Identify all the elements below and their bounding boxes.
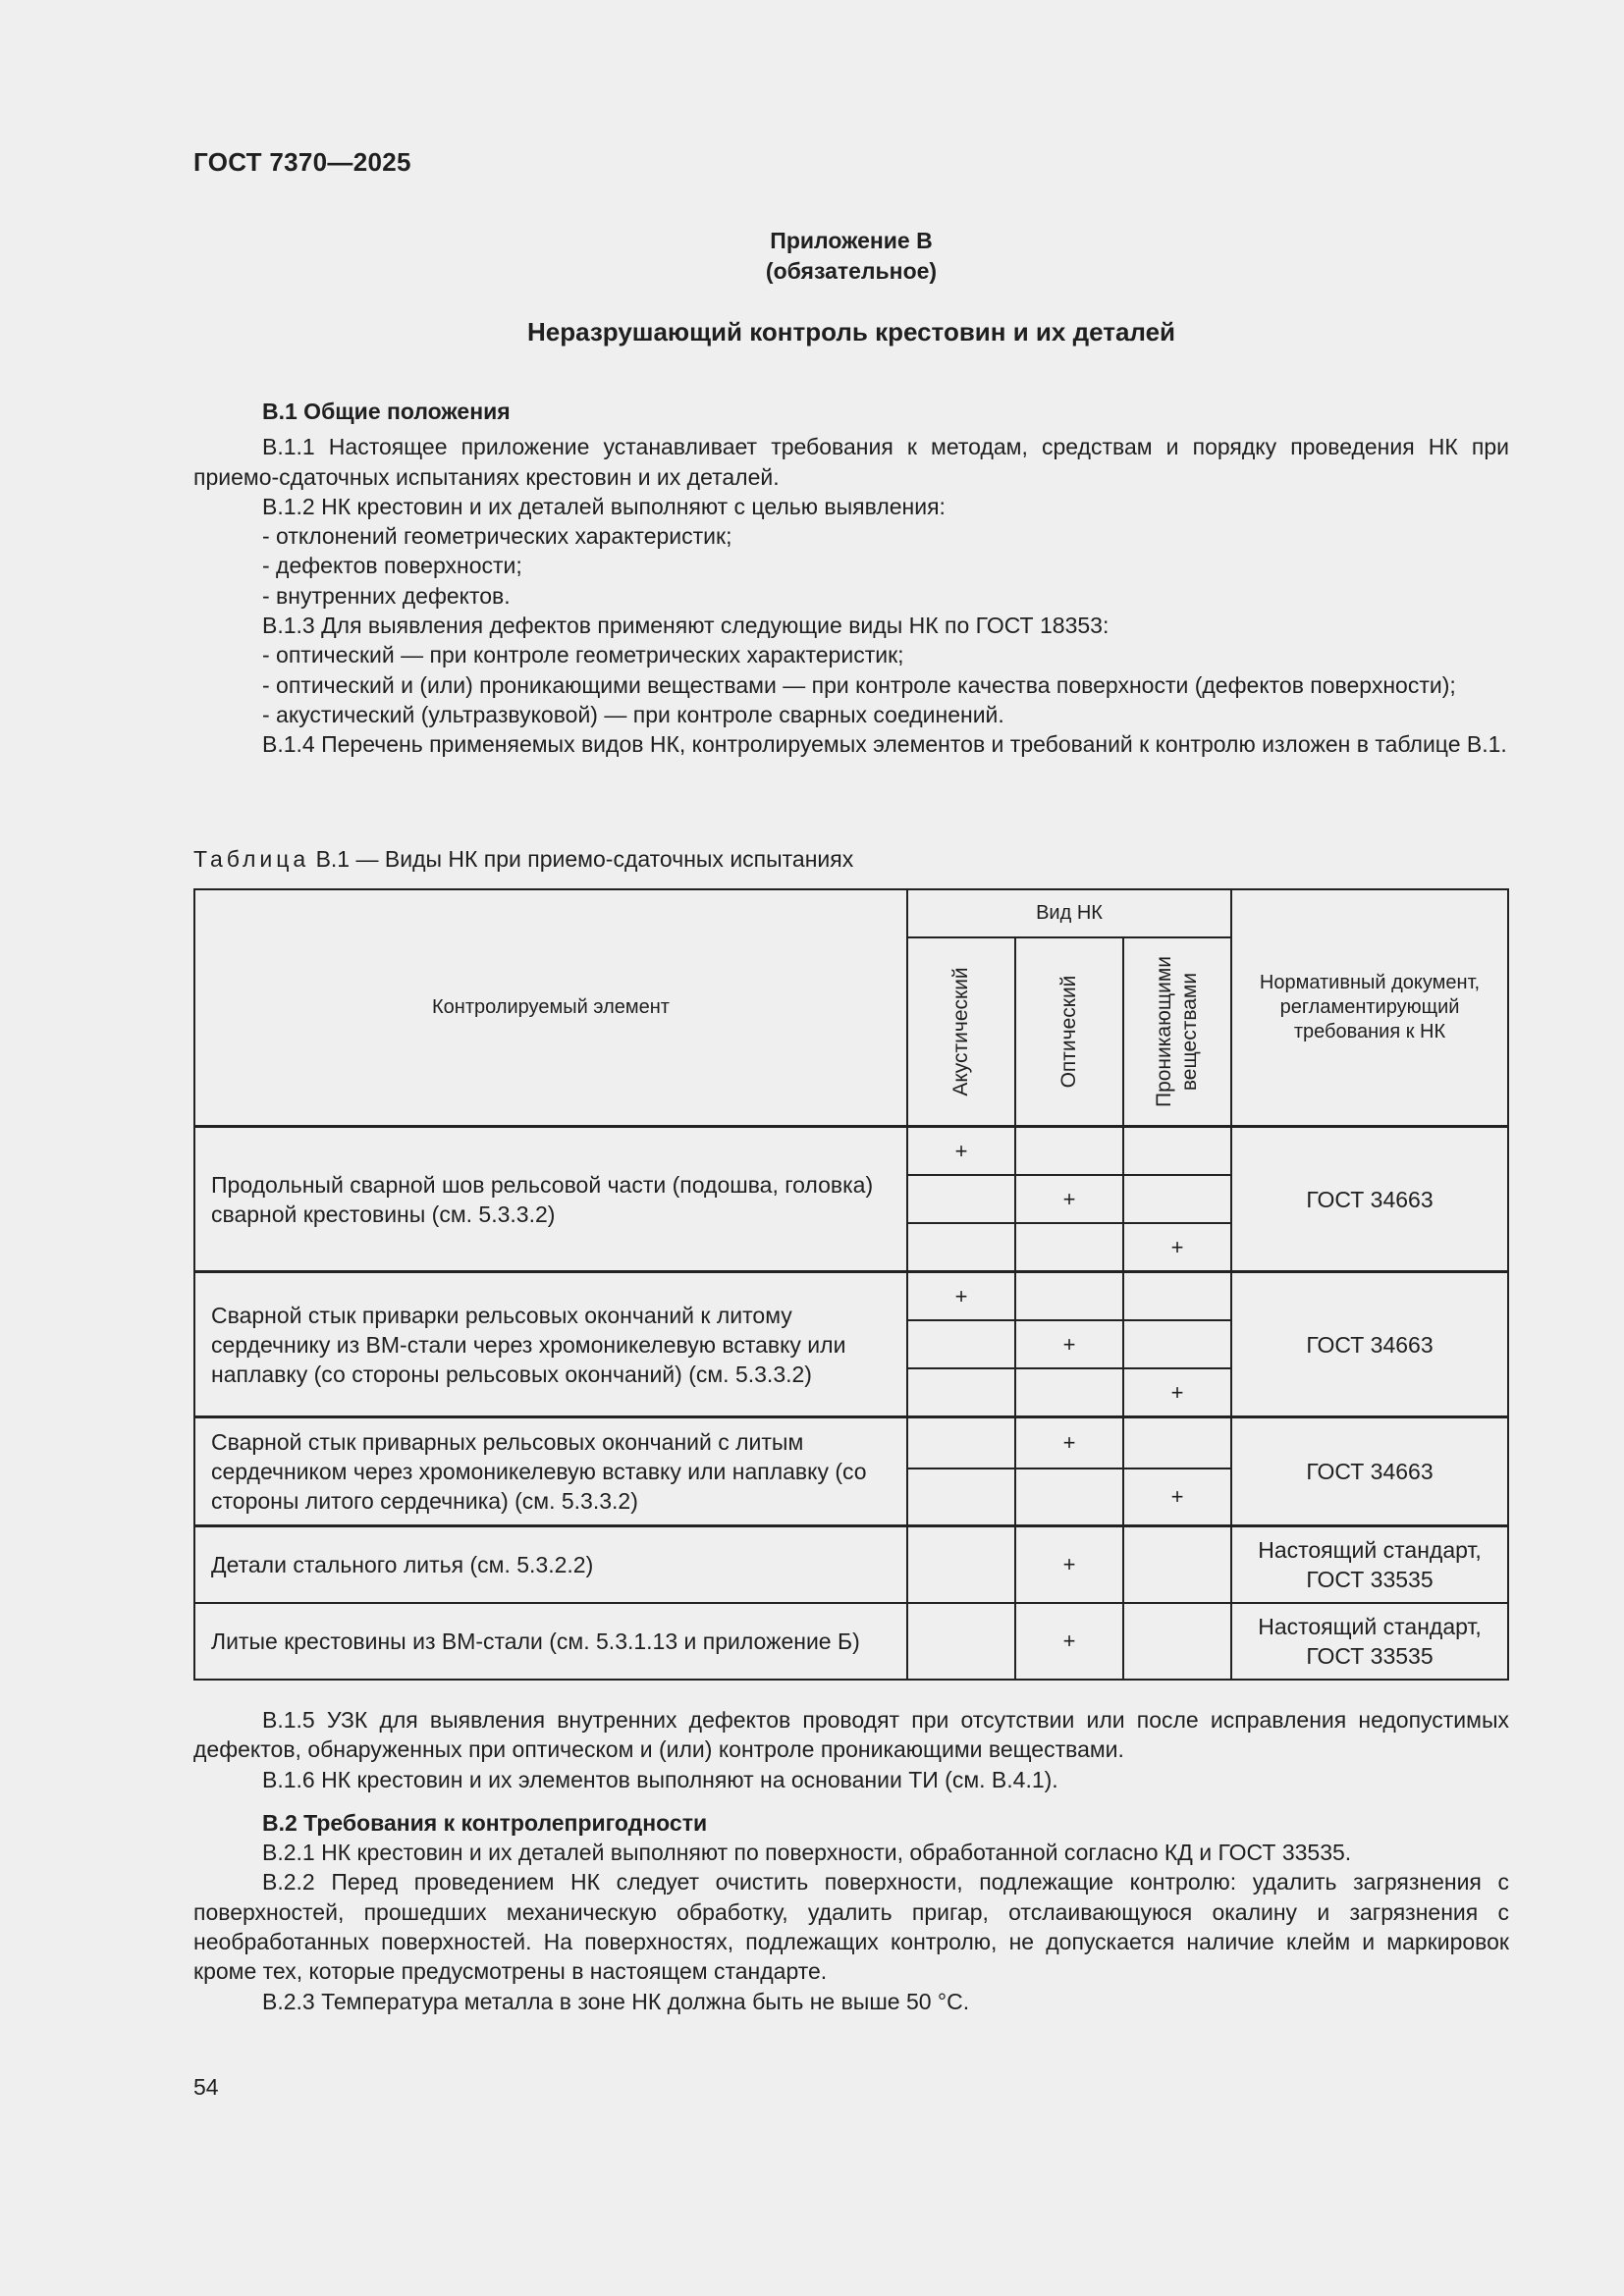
column-header-acoustic-label: Акустический [949,967,972,1096]
mark-empty [1123,1320,1231,1368]
list-item: - акустический (ультразвуковой) — при контроле сварных соединений. [262,701,1004,727]
mark-empty [907,1468,1015,1526]
mark-empty [1015,1223,1123,1272]
mark-optical: + [1015,1417,1123,1469]
mark-penetrant: + [1123,1368,1231,1417]
mark-empty [1123,1175,1231,1223]
normative-cell: Настоящий стандарт, ГОСТ 33535 [1231,1526,1508,1604]
paragraph-b-2-2: В.2.2 Перед проведением НК следует очистить поверхности, подлежащие контролю: удалить загрязнения с поверхностей, прошедших механическую обработку, удалить пригар, отслаивающуюся окалину и загрязнения с необработанных поверхностей. На поверхностях, подлежащих контролю, не допускается наличие клейм и маркировок кроме тех, которые предусмотрены в настоящем стандарте. [193,1869,1509,1985]
section-1 [193,397,1509,760]
column-header-penetrant-label [1152,956,1203,1107]
mark-optical: + [1015,1526,1123,1604]
mark-acoustic: + [907,1127,1015,1176]
column-header-optical [1015,937,1123,1127]
paragraph-b-1-3: В.1.3 Для выявления дефектов применяют следующие виды НК по ГОСТ 18353: [262,613,1110,639]
list-item: - оптический — при контроле геометрических характеристик; [262,642,904,668]
mark-empty [1123,1272,1231,1321]
list-item: - внутренних дефектов. [262,582,511,609]
list-item: - оптический и (или) проникающими веществами — при контроле качества поверхности (дефектов поверхности); [262,671,1456,698]
list-item: - дефектов поверхности; [262,553,522,579]
appendix-heading: Неразрушающий контроль крестовин и их деталей [526,317,1176,347]
section-2-title: В.2 Требования к контролепригодности [262,1809,708,1836]
table-row [194,1127,1508,1176]
element-cell: Сварной стык приварки рельсовых окончаний к литому сердечнику из ВМ-стали через хромоникелевую вставку или наплавку (со стороны рельсовых окончаний) (см. 5.3.3.2) [194,1272,907,1417]
element-cell: Детали стального литья (см. 5.3.2.2) [194,1526,907,1604]
mark-empty [1123,1526,1231,1604]
column-header-nk-type: Вид НК [907,889,1231,937]
paragraph-b-1-2: В.1.2 НК крестовин и их деталей выполняют с целью выявления: [262,493,946,519]
mark-optical: + [1015,1175,1123,1223]
appendix-status: (обязательное) [765,258,938,284]
column-header-penetrant-line-2: веществами [1178,972,1201,1092]
mark-empty [1015,1468,1123,1526]
table-row [194,1417,1508,1469]
element-cell: Сварной стык приварных рельсовых окончаний с литым сердечником через хромоникелевую вставку или наплавку (со стороны литого сердечника) (см. 5.3.3.2) [194,1417,907,1526]
page-number: 54 [193,2074,219,2100]
mark-empty [1015,1272,1123,1321]
mark-penetrant: + [1123,1468,1231,1526]
paragraph-b-1-6: В.1.6 НК крестовин и их элементов выполняют на основании ТИ (см. В.4.1). [262,1766,1058,1792]
mark-optical: + [1015,1320,1123,1368]
mark-empty [1123,1127,1231,1176]
section-1-title: В.1 Общие положения [262,399,511,424]
mark-empty [907,1417,1015,1469]
table-caption-word: Таблица [193,846,310,872]
nk-types-table [193,888,1509,1681]
mark-empty [907,1368,1015,1417]
mark-optical: + [1015,1603,1123,1680]
normative-cell: ГОСТ 34663 [1231,1127,1508,1272]
appendix-label: Приложение В [770,228,933,253]
mark-empty [907,1175,1015,1223]
column-header-acoustic [907,937,1015,1127]
mark-penetrant: + [1123,1223,1231,1272]
normative-cell: Настоящий стандарт, ГОСТ 33535 [1231,1603,1508,1680]
table-row [194,1526,1508,1604]
paragraph-b-2-3: В.2.3 Температура металла в зоне НК должна быть не выше 50 °С. [262,1988,970,2014]
mark-empty [1123,1603,1231,1680]
column-header-optical-label: Оптический [1057,975,1080,1089]
mark-empty [1015,1368,1123,1417]
normative-cell: ГОСТ 34663 [1231,1272,1508,1417]
paragraph-b-1-5: В.1.5 УЗК для выявления внутренних дефектов проводят при отсутствии или после исправления недопустимых дефектов, обнаруженных при оптическом и (или) контроле проникающими веществами. [193,1707,1509,1763]
list-item: - отклонений геометрических характеристик; [262,523,732,550]
paragraph-b-1-4: В.1.4 Перечень применяемых видов НК, контролируемых элементов и требований к контролю изложен в таблице В.1. [262,731,1507,758]
normative-cell: ГОСТ 34663 [1231,1417,1508,1526]
element-cell: Литые крестовины из ВМ-стали (см. 5.3.1.13 и приложение Б) [194,1603,907,1680]
mark-empty [907,1223,1015,1272]
table-caption-text: В.1 — Виды НК при приемо-сдаточных испытаниях [315,846,854,872]
table-row [194,1603,1508,1680]
element-cell: Продольный сварной шов рельсовой части (подошва, головка) сварной крестовины (см. 5.3.3.2) [194,1127,907,1272]
mark-empty [1015,1127,1123,1176]
column-header-penetrant [1123,937,1231,1127]
appendix-title [193,226,1509,287]
column-header-normative-document: Нормативный документ, регламентирующий требования к НК [1231,889,1508,1127]
column-header-element: Контролируемый элемент [194,889,907,1127]
mark-empty [907,1320,1015,1368]
mark-empty [907,1526,1015,1604]
paragraph-b-1-1: В.1.1 Настоящее приложение устанавливает требования к методам, средствам и порядку проведения НК при приемо-сдаточных испытаниях крестовин и их деталей. [193,434,1509,490]
mark-empty [907,1603,1015,1680]
document-code: ГОСТ 7370—2025 [193,147,411,177]
mark-empty [1123,1417,1231,1469]
table-row [194,1272,1508,1321]
column-header-penetrant-line-1: Проникающими [1153,955,1175,1108]
mark-acoustic: + [907,1272,1015,1321]
paragraph-b-2-1: В.2.1 НК крестовин и их деталей выполняют по поверхности, обработанной согласно КД и ГОСТ 33535. [262,1840,1352,1866]
after-table-text [193,1705,1509,2016]
table-caption [193,846,853,873]
